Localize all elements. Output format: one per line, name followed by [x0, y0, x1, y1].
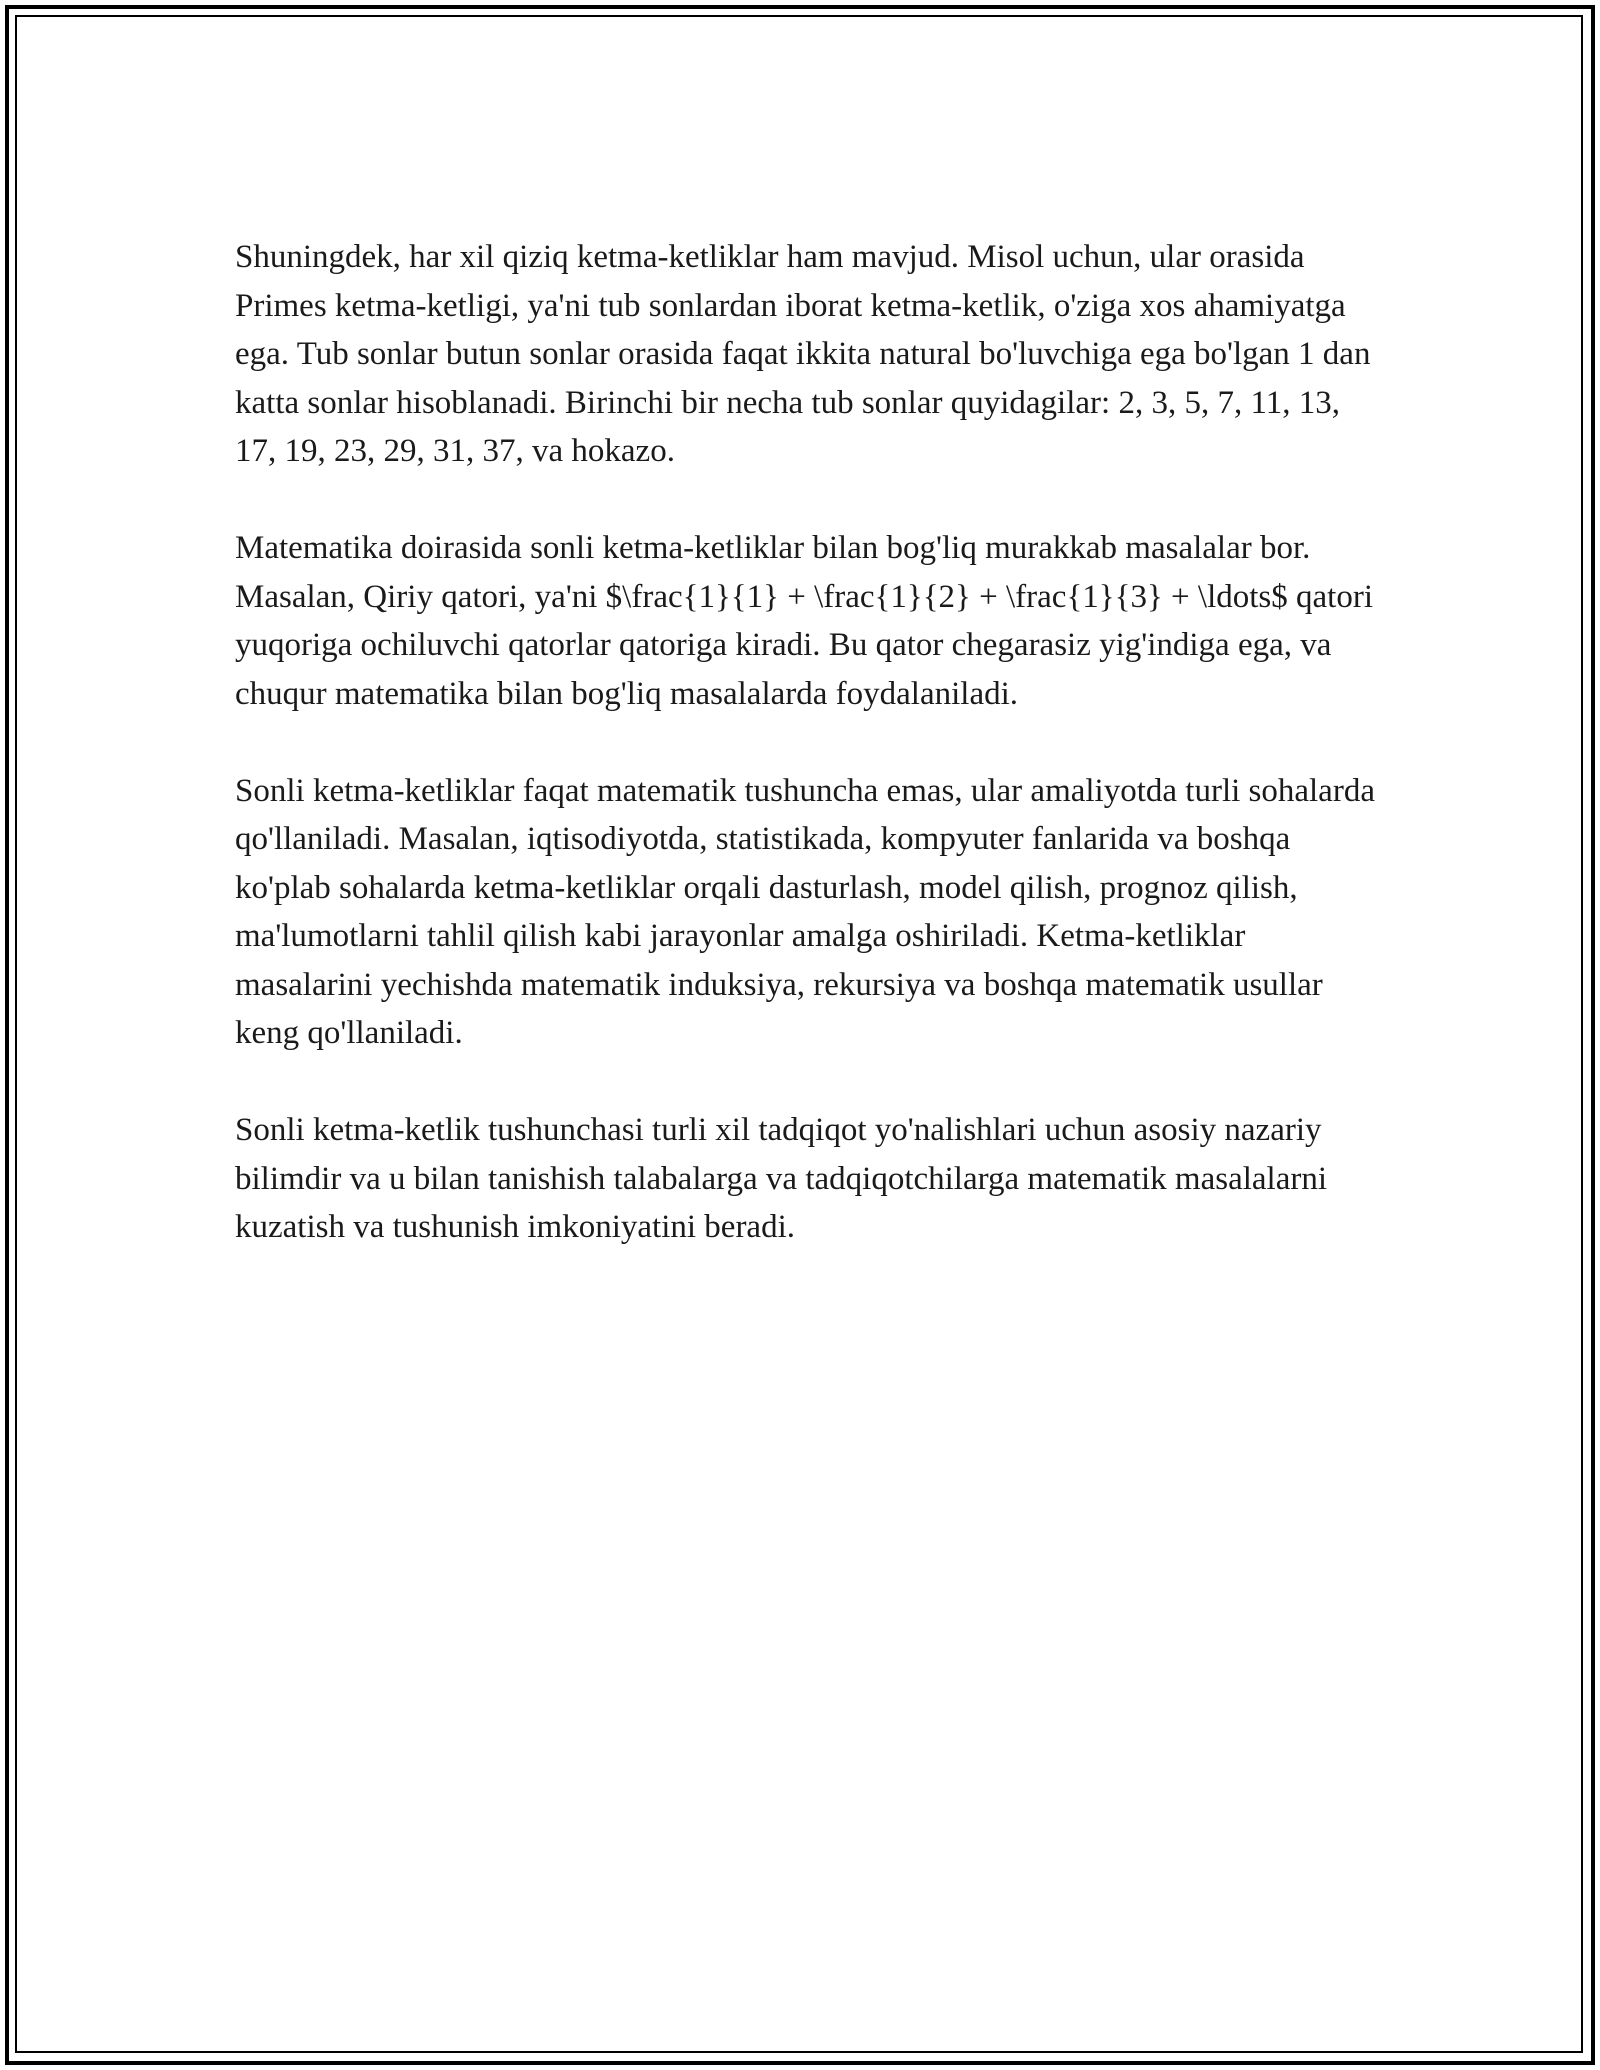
document-body [235, 233, 1375, 1300]
paragraph-primes: Shuningdek, har xil qiziq ketma-ketliklar ham mavjud. Misol uchun, ular orasida Primes ketma-ketligi, ya'ni tub sonlardan iborat ketma-ketlik, o'ziga xos ahamiyatga ega. Tub sonlar butun sonlar orasida faqat ikkita natural bo'luvchiga ega bo'lgan 1 dan katta sonlar hisoblanadi. Birinchi bir necha tub sonlar quyidagilar: 2, 3, 5, 7, 11, 13, 17, 19, 23, 29, 31, 37, va hokazo. [235, 239, 1371, 469]
paragraph-applications: Sonli ketma-ketliklar faqat matematik tushuncha emas, ular amaliyotda turli sohalarda qo'llaniladi. Masalan, iqtisodiyotda, statistikada, kompyuter fanlarida va boshqa ko'plab sohalarda ketma-ketliklar orqali dasturlash, model qilish, prognoz qilish, ma'lumotlarni tahlil qilish kabi jarayonlar amalga oshiriladi. Ketma-ketliklar masalarini yechishda matematik induksiya, rekursiya va boshqa matematik usullar keng qo'llaniladi. [235, 772, 1375, 1051]
paragraph-conclusion: Sonli ketma-ketlik tushunchasi turli xil tadqiqot yo'nalishlari uchun asosiy nazariy bilimdir va u bilan tanishish talabalarga va tadqiqotchilarga matematik masalalarni kuzatish va tushunish imkoniyatini beradi. [235, 1112, 1328, 1245]
paragraph-harmonic-series: Matematika doirasida sonli ketma-ketliklar bilan bog'liq murakkab masalalar bor. Masalan, Qiriy qatori, ya'ni $\frac{1}{1} + \frac{1}{2} + \frac{1}{3} + \ldots$ qatori yuqoriga ochiluvchi qatorlar qatoriga kiradi. Bu qator chegarasiz yig'indiga ega, va chuqur matematika bilan bog'liq masalalarda foydalaniladi. [235, 530, 1373, 712]
